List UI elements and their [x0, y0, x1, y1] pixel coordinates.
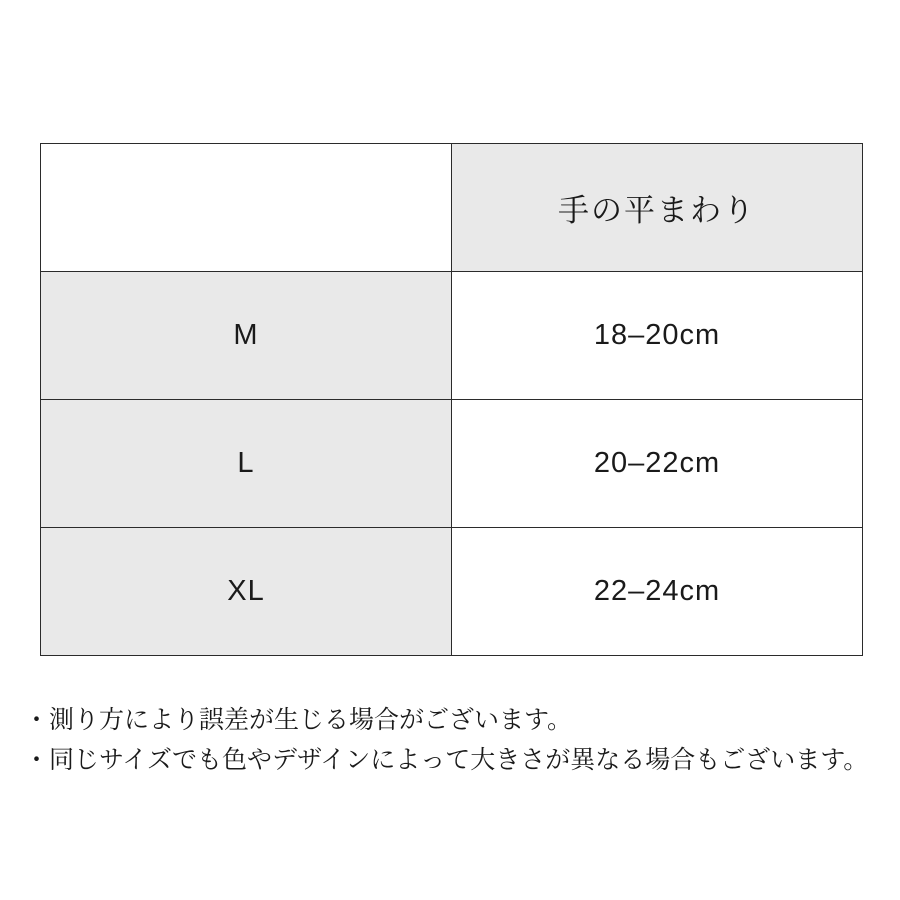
table-row [41, 528, 863, 656]
size-chart-table [40, 143, 863, 656]
table-row [41, 400, 863, 528]
table-header-row [41, 144, 863, 272]
table-corner-cell [41, 144, 452, 272]
table-row [41, 272, 863, 400]
size-label-xl: XL [41, 528, 452, 656]
column-header-palm-circumference: 手の平まわり [452, 144, 863, 272]
size-label-m: M [41, 272, 452, 400]
measurement-value-l: 20–22cm [452, 400, 863, 528]
note-measurement-variance: ・測り方により誤差が生じる場合がございます。 [24, 706, 573, 734]
size-label-l: L [41, 400, 452, 528]
measurement-value-m: 18–20cm [452, 272, 863, 400]
notes-section [24, 700, 884, 780]
note-color-design-variance: ・同じサイズでも色やデザインによって大きさが異なる場合もございます。 [24, 746, 869, 774]
measurement-value-xl: 22–24cm [452, 528, 863, 656]
